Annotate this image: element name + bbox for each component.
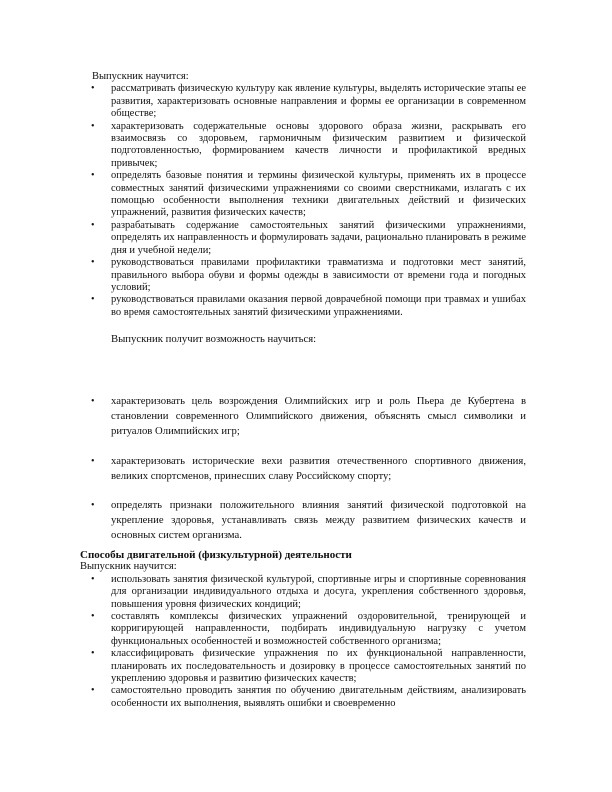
list-item: • характеризовать исторические вехи развития отечественного спортивного движения, великих спортсменов, принесших славу Российскому спорту; xyxy=(91,454,526,482)
lead-text: Выпускник научится: xyxy=(92,71,189,82)
bullet-icon: • xyxy=(91,83,95,95)
bullet-icon: • xyxy=(91,685,95,697)
lead-text: Выпускник научится: xyxy=(80,561,177,573)
list-item: • использовать занятия физической культурой, спортивные игры и спортивные соревнования для организации индивидуального отдыха и досуга, укрепления собственного здоровья, повышения уровня физических кондиций; xyxy=(91,573,526,610)
bullet-icon: • xyxy=(91,500,95,512)
bullet-icon: • xyxy=(91,219,95,231)
list-item: • рассматривать физическую культуру как явление культуры, выделять исторические этапы ее развития, характеризовать основные направления и формы ее организации в современном обществе; xyxy=(91,83,526,120)
methods-list xyxy=(84,574,526,710)
opportunity-lead: Выпускник получит возможность научиться: xyxy=(111,333,317,346)
list-item: • определять базовые понятия и термины физической культуры, применять их в процессе совместных занятий физическими упражнениями со своими сверстниками, излагать с их помощью особенности выполнения техники двигательных действий и физических упражнений, развития физических качеств; xyxy=(91,170,526,219)
list-item: • составлять комплексы физических упражнений оздоровительной, тренирующей и корригирующей направленности, подбирать индивидуальную нагрузку с учетом функциональных особенностей и возможностей собственного организма; xyxy=(91,611,526,647)
list-item: • руководствоваться правилами оказания первой доврачебной помощи при травмах и ушибах во время самостоятельных занятий физическими упражнениями. xyxy=(91,294,526,318)
list-item: • классифицировать физические упражнения по их функциональной направленности, планировать их последовательность и дозировку в процессе самостоятельных занятий по укреплению здоровья и развитию физических качеств; xyxy=(91,648,526,685)
opportunity-list-block xyxy=(84,394,526,544)
bullet-icon: • xyxy=(91,257,95,269)
section-methods xyxy=(80,549,526,710)
section-outcomes xyxy=(84,71,526,346)
list-item: • характеризовать содержательные основы здорового образа жизни, раскрывать его взаимосвязь со здоровьем, гармоничным физическим развитием и физической подготовленностью, формированием качеств личности и профилактикой вредных привычек; xyxy=(91,120,526,169)
list-item: • определять признаки положительного влияния занятий физической подготовкой на укрепление здоровья, устанавливать связь между развитием физических качеств и основных систем организма. xyxy=(91,499,526,542)
bullet-icon: • xyxy=(91,648,95,660)
list-item: • разрабатывать содержание самостоятельных занятий физическими упражнениями, определять их направленность и формулировать задачи, рационально планировать в режиме дня и учебной недели; xyxy=(91,219,526,256)
bullet-icon: • xyxy=(91,611,95,623)
outcomes-list xyxy=(84,83,526,319)
bullet-icon: • xyxy=(91,294,95,306)
bullet-icon: • xyxy=(91,120,95,132)
bullet-icon: • xyxy=(91,455,95,467)
bullet-icon: • xyxy=(91,170,95,182)
list-item: • руководствоваться правилами профилактики травматизма и подготовки мест занятий, правильного выбора обуви и формы одежды в зависимости от времени года и погодных условий; xyxy=(91,257,526,293)
list-item: • характеризовать цель возрождения Олимпийских игр и роль Пьера де Кубертена в становлении современного Олимпийского движения, объяснять смысл символики и ритуалов Олимпийских игр; xyxy=(91,395,526,438)
section-heading: Способы двигательной (физкультурной) деятельности xyxy=(80,549,352,561)
bullet-icon: • xyxy=(91,573,95,585)
list-item: • самостоятельно проводить занятия по обучению двигательным действиям, анализировать особенности их выполнения, выявлять ошибки и своевременно xyxy=(91,685,526,709)
opportunity-list xyxy=(84,394,526,544)
bullet-icon: • xyxy=(91,396,95,407)
